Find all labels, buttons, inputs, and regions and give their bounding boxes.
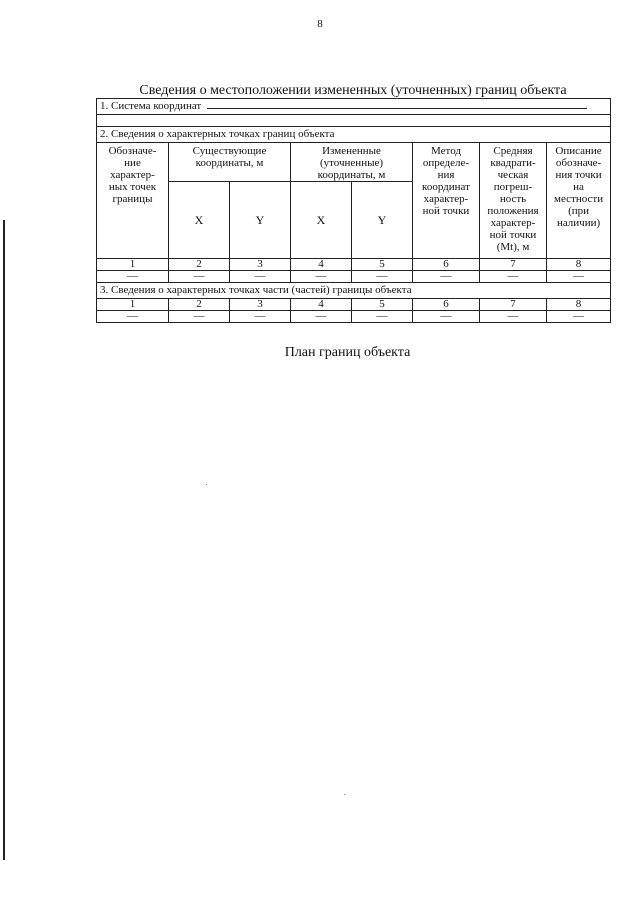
boundary-points-table xyxy=(96,98,611,323)
column-number: 5 xyxy=(352,259,413,271)
header-point-designation: Обозначе- ние характер- ных точек границы xyxy=(97,143,169,259)
header-y-changed: Y xyxy=(352,182,413,259)
empty-value-cell: — xyxy=(547,271,611,283)
column-number: 5 xyxy=(352,299,413,311)
column-number: 8 xyxy=(547,259,611,271)
column-number: 3 xyxy=(230,259,291,271)
column-number: 6 xyxy=(413,299,480,311)
coord-system-cell xyxy=(97,99,611,115)
scan-speck xyxy=(344,794,345,795)
header-row xyxy=(97,143,611,182)
column-number: 2 xyxy=(169,299,230,311)
page-number: 8 xyxy=(317,18,323,30)
empty-value-cell: — xyxy=(547,311,611,323)
header-x-changed: X xyxy=(291,182,352,259)
column-number: 4 xyxy=(291,259,352,271)
coord-system-row xyxy=(97,99,611,115)
header-method: Метод определе- ния координат характер- ной точки xyxy=(413,143,480,259)
section2-dash-row xyxy=(97,271,611,283)
empty-value-cell: — xyxy=(413,311,480,323)
empty-value-cell: — xyxy=(97,311,169,323)
section2-label: 2. Сведения о характерных точках границ объекта xyxy=(97,127,611,143)
header-mean-error: Средняя квадрати- ческая погреш- ность положения характер- ной точки (Mt), м xyxy=(480,143,547,259)
scan-speck xyxy=(206,484,207,485)
empty-value-cell: — xyxy=(480,271,547,283)
empty-value-cell: — xyxy=(230,311,291,323)
header-changed-coords: Измененные (уточненные) координаты, м xyxy=(291,143,413,182)
plan-title: План границ объекта xyxy=(284,345,411,360)
section3-label: 3. Сведения о характерных точках части (частей) границы объекта xyxy=(97,283,611,299)
header-existing-coords: Существующие координаты, м xyxy=(169,143,291,182)
section3-label-row xyxy=(97,283,611,299)
empty-value-cell: — xyxy=(291,271,352,283)
column-number: 4 xyxy=(291,299,352,311)
section2-label-row xyxy=(97,127,611,143)
column-number: 3 xyxy=(230,299,291,311)
empty-value-cell: — xyxy=(352,311,413,323)
section3-column-numbers-row xyxy=(97,299,611,311)
header-x-existing: X xyxy=(169,182,230,259)
section1-label: 1. Система координат xyxy=(100,100,202,112)
empty-value-cell: — xyxy=(413,271,480,283)
left-scan-edge xyxy=(3,220,5,860)
empty-value-cell: — xyxy=(169,311,230,323)
empty-value-cell: — xyxy=(480,311,547,323)
section2-column-numbers-row xyxy=(97,259,611,271)
header-description: Описание обозначе- ния точки на местности (при наличии) xyxy=(547,143,611,259)
blank-row xyxy=(97,115,611,127)
column-number: 7 xyxy=(480,299,547,311)
column-number: 2 xyxy=(169,259,230,271)
column-number: 6 xyxy=(413,259,480,271)
empty-value-cell: — xyxy=(97,271,169,283)
empty-value-cell: — xyxy=(291,311,352,323)
empty-value-cell: — xyxy=(169,271,230,283)
coord-system-underline xyxy=(207,100,587,109)
column-number: 8 xyxy=(547,299,611,311)
section3-dash-row xyxy=(97,311,611,323)
column-number: 1 xyxy=(97,259,169,271)
column-number: 1 xyxy=(97,299,169,311)
empty-value-cell: — xyxy=(352,271,413,283)
blank-cell xyxy=(97,115,611,127)
header-y-existing: Y xyxy=(230,182,291,259)
document-title: Сведения о местоположении измененных (уточненных) границ объекта xyxy=(139,83,567,98)
column-number: 7 xyxy=(480,259,547,271)
empty-value-cell: — xyxy=(230,271,291,283)
